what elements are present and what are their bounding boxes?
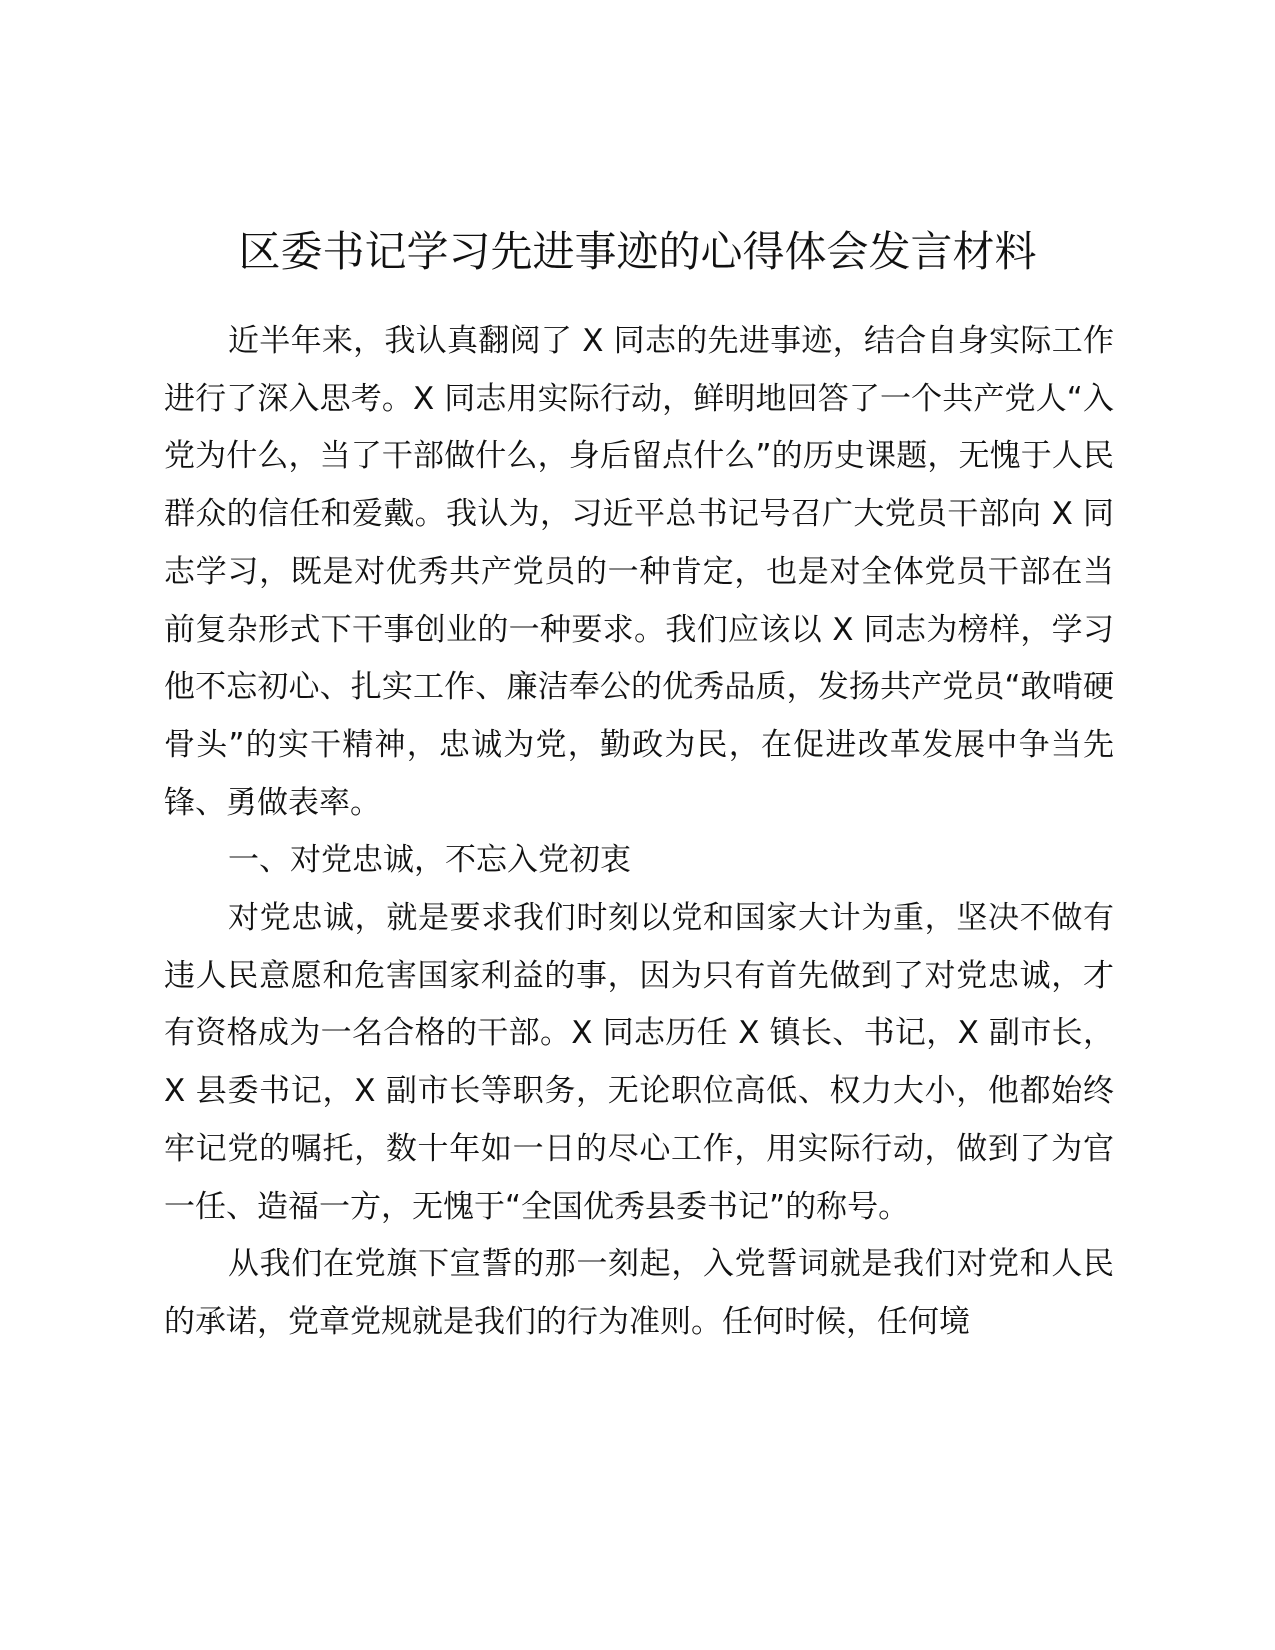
section-1-paragraph-2: 从我们在党旗下宣誓的那一刻起，入党誓词就是我们对党和人民的承诺，党章党规就是我们的行为准则。任何时候，任何境: [164, 1246, 1114, 1340]
section-1-paragraph-1: 对党忠诚，就是要求我们时刻以党和国家大计为重，坚决不做有违人民意愿和危害国家利益的事，因为只有首先做到了对党忠诚，才有资格成为一名合格的干部。X 同志历任 X 镇长、书记，X 副市长，X 县委书记，X 副市长等职务，无论职位高低、权力大小，他都始终牢记党的嘱托，数十年如一日的尽心工作，用实际行动，做到了为官一任、造福一方，无愧于“全国优秀县委书记”的称号。: [164, 900, 1114, 1225]
document-title: 区委书记学习先进事迹的心得体会发言材料: [238, 227, 1037, 276]
document-body: [164, 313, 1114, 1352]
intro-paragraph: 近半年来，我认真翻阅了 X 同志的先进事迹，结合自身实际工作进行了深入思考。X 同志用实际行动，鲜明地回答了一个共产党人“入党为什么，当了干部做什么，身后留点什么”的历史课题，无愧于人民群众的信任和爱戴。我认为，习近平总书记号召广大党员干部向 X 同志学习，既是对优秀共产党员的一种肯定，也是对全体党员干部在当前复杂形式下干事创业的一种要求。我们应该以 X 同志为榜样，学习他不忘初心、扎实工作、廉洁奉公的优秀品质，发扬共产党员“敢啃硬骨头”的实干精神，忠诚为党，勤政为民，在促进改革发展中争当先锋、勇做表率。: [164, 323, 1114, 821]
section-heading-1: 一、对党忠诚，不忘入党初衷: [228, 842, 631, 879]
